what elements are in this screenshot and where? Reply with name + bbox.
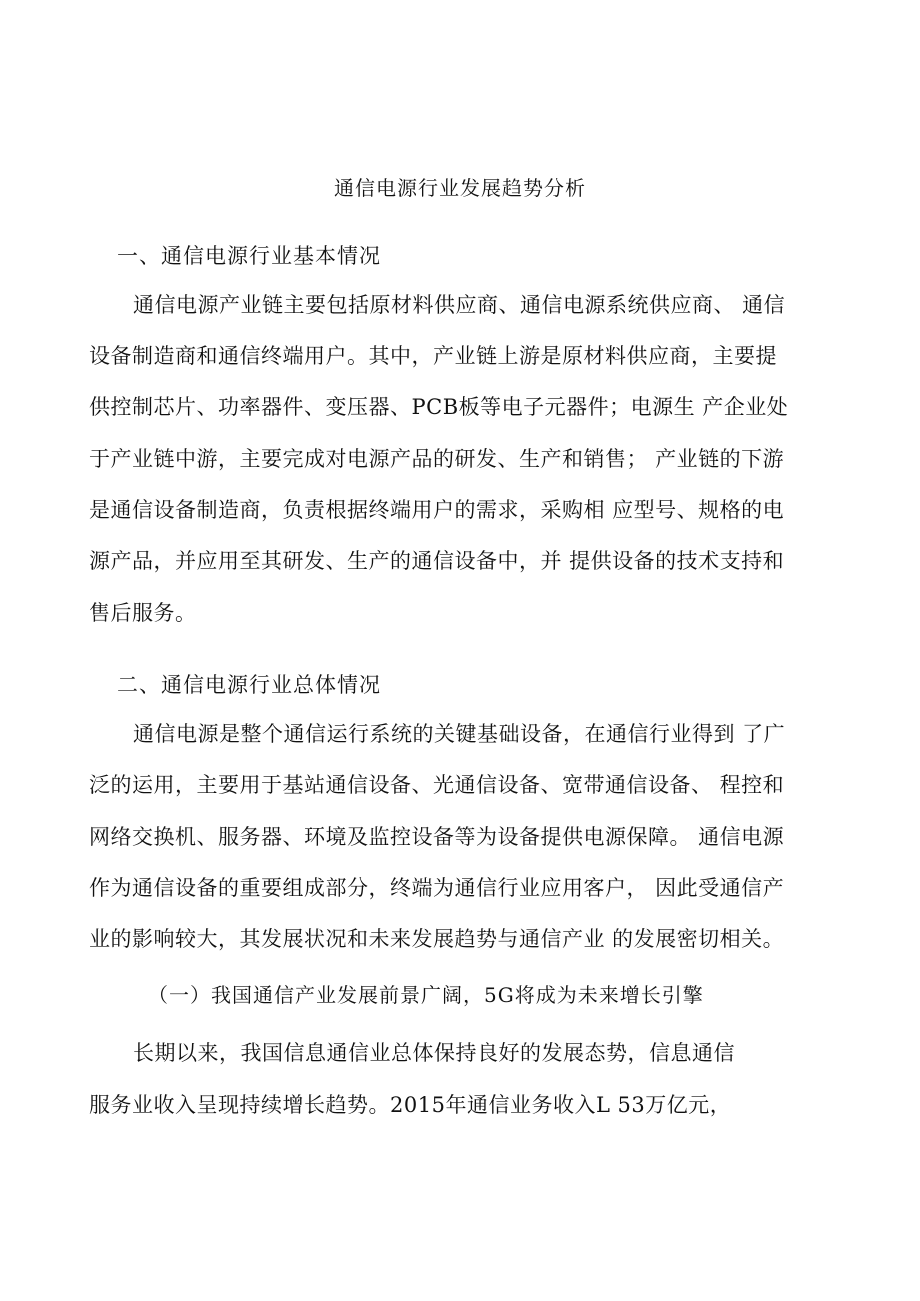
paragraph-line: 作为通信设备的重要组成部分，终端为通信行业应用客户， 因此受通信产 bbox=[89, 876, 785, 900]
subsection-heading: （一）我国通信产业发展前景广阔，5G将成为未来增长引擎 bbox=[148, 983, 704, 1007]
paragraph-line: 网络交换机、服务器、环境及监控设备等为设备提供电源保障。 通信电源 bbox=[89, 825, 785, 849]
paragraph-line: 售后服务。 bbox=[89, 601, 197, 625]
paragraph-line: 通信电源是整个通信运行系统的关键基础设备，在通信行业得到 了广 bbox=[133, 722, 786, 746]
paragraph-line: 通信电源产业链主要包括原材料供应商、通信电源系统供应商、 通信 bbox=[133, 293, 786, 317]
paragraph-line: 服务业收入呈现持续增长趋势。2015年通信业务收入L 53万亿元， bbox=[89, 1093, 732, 1117]
paragraph-line: 是通信设备制造商，负责根据终端用户的需求，采购相 应型号、规格的电 bbox=[89, 498, 785, 522]
paragraph-line: 业的影响较大，其发展状况和未来发展趋势与通信产业 的发展密切相关。 bbox=[89, 927, 785, 951]
section-heading-1: 一、通信电源行业基本情况 bbox=[117, 244, 381, 268]
paragraph-line: 泛的运用，主要用于基站通信设备、光通信设备、宽带通信设备、 程控和 bbox=[89, 773, 785, 797]
document-title: 通信电源行业发展趋势分析 bbox=[334, 176, 586, 200]
section-heading-2: 二、通信电源行业总体情况 bbox=[117, 673, 381, 697]
paragraph-line: 设备制造商和通信终端用户。其中，产业链上游是原材料供应商，主要提 bbox=[89, 344, 777, 368]
paragraph-line: 长期以来，我国信息通信业总体保持良好的发展态势，信息通信 bbox=[133, 1041, 735, 1065]
paragraph-line: 供控制芯片、功率器件、变压器、PCB板等电子元器件；电源生 产企业处 bbox=[89, 395, 789, 419]
paragraph-line: 源产品，并应用至其研发、生产的通信设备中，并 提供设备的技术支持和 bbox=[89, 549, 785, 573]
paragraph-line: 于产业链中游，主要完成对电源产品的研发、生产和销售； 产业链的下游 bbox=[89, 447, 785, 471]
